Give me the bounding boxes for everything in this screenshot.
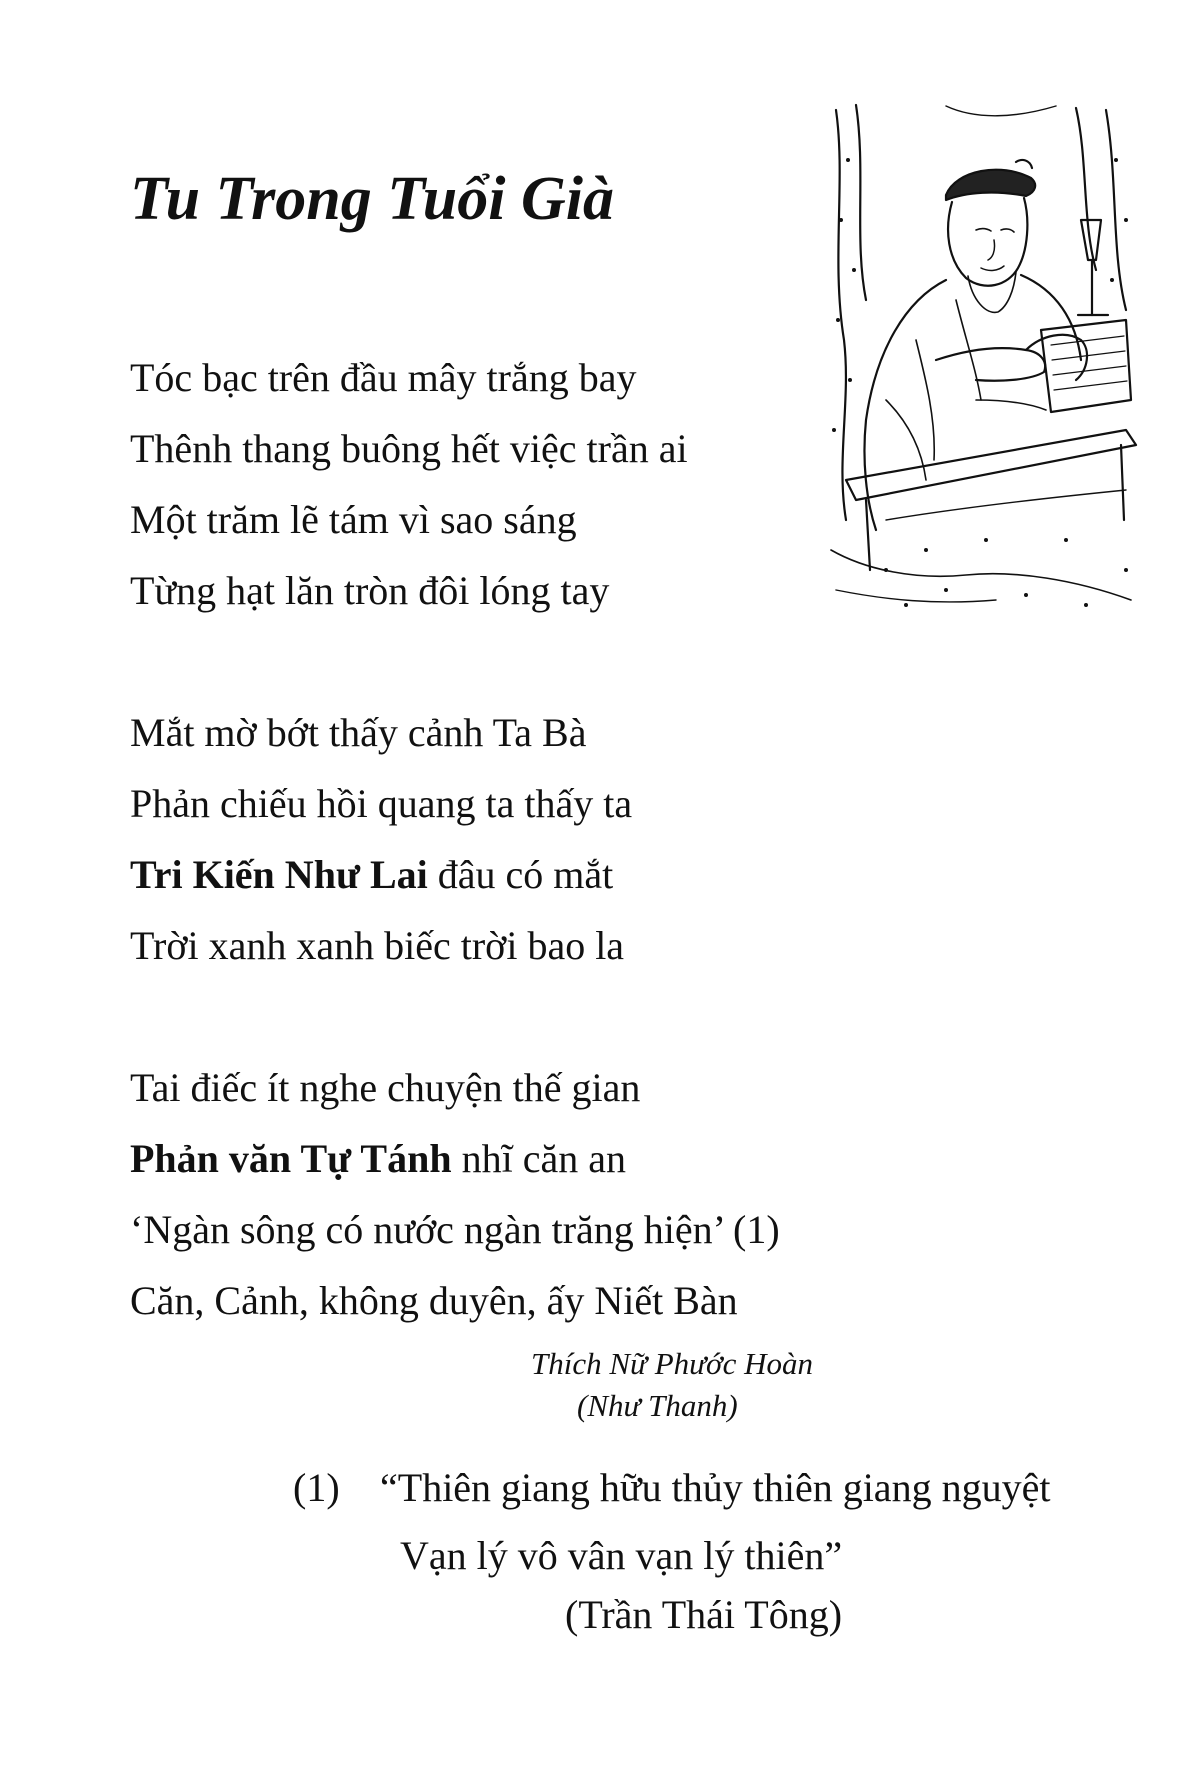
- author-name: Thích Nữ Phước Hoàn: [531, 1346, 813, 1381]
- footnote-source: (Trần Thái Tông): [565, 1592, 843, 1637]
- poem-line: Tóc bạc trên đầu mây trắng bay: [130, 355, 637, 400]
- footnote-line: Vạn lý vô vân vạn lý thiên”: [400, 1533, 843, 1578]
- emphasized-phrase: Phản văn Tự Tánh: [130, 1136, 452, 1181]
- emphasized-phrase: Tri Kiến Như Lai: [130, 852, 428, 897]
- poem-line: ‘Ngàn sông có nước ngàn trăng hiện’ (1): [130, 1207, 780, 1252]
- poem-line: Căn, Cảnh, không duyên, ấy Niết Bàn: [130, 1278, 738, 1323]
- author-alias: (Như Thanh): [577, 1388, 738, 1423]
- poem-line: [130, 1136, 626, 1181]
- poem-line: Mắt mờ bớt thấy cảnh Ta Bà: [130, 710, 587, 755]
- poem-line: [130, 852, 614, 897]
- poem-line: Tai điếc ít nghe chuyện thế gian: [130, 1065, 641, 1110]
- line-rest: đâu có mắt: [427, 852, 614, 897]
- monk-illustration: [826, 100, 1140, 620]
- footnote-marker: (1): [293, 1465, 340, 1510]
- poem-line: Một trăm lẽ tám vì sao sáng: [130, 497, 577, 542]
- poem-line: Từng hạt lăn tròn đôi lóng tay: [130, 568, 610, 613]
- poem-line: Trời xanh xanh biếc trời bao la: [130, 923, 625, 968]
- poem-line: Phản chiếu hồi quang ta thấy ta: [130, 781, 633, 826]
- poem-line: Thênh thang buông hết việc trần ai: [130, 426, 688, 471]
- line-rest: nhĩ căn an: [451, 1136, 626, 1181]
- poem-title: Tu Trong Tuổi Già: [130, 165, 615, 233]
- footnote-line: “Thiên giang hữu thủy thiên giang nguyệt: [380, 1465, 1051, 1510]
